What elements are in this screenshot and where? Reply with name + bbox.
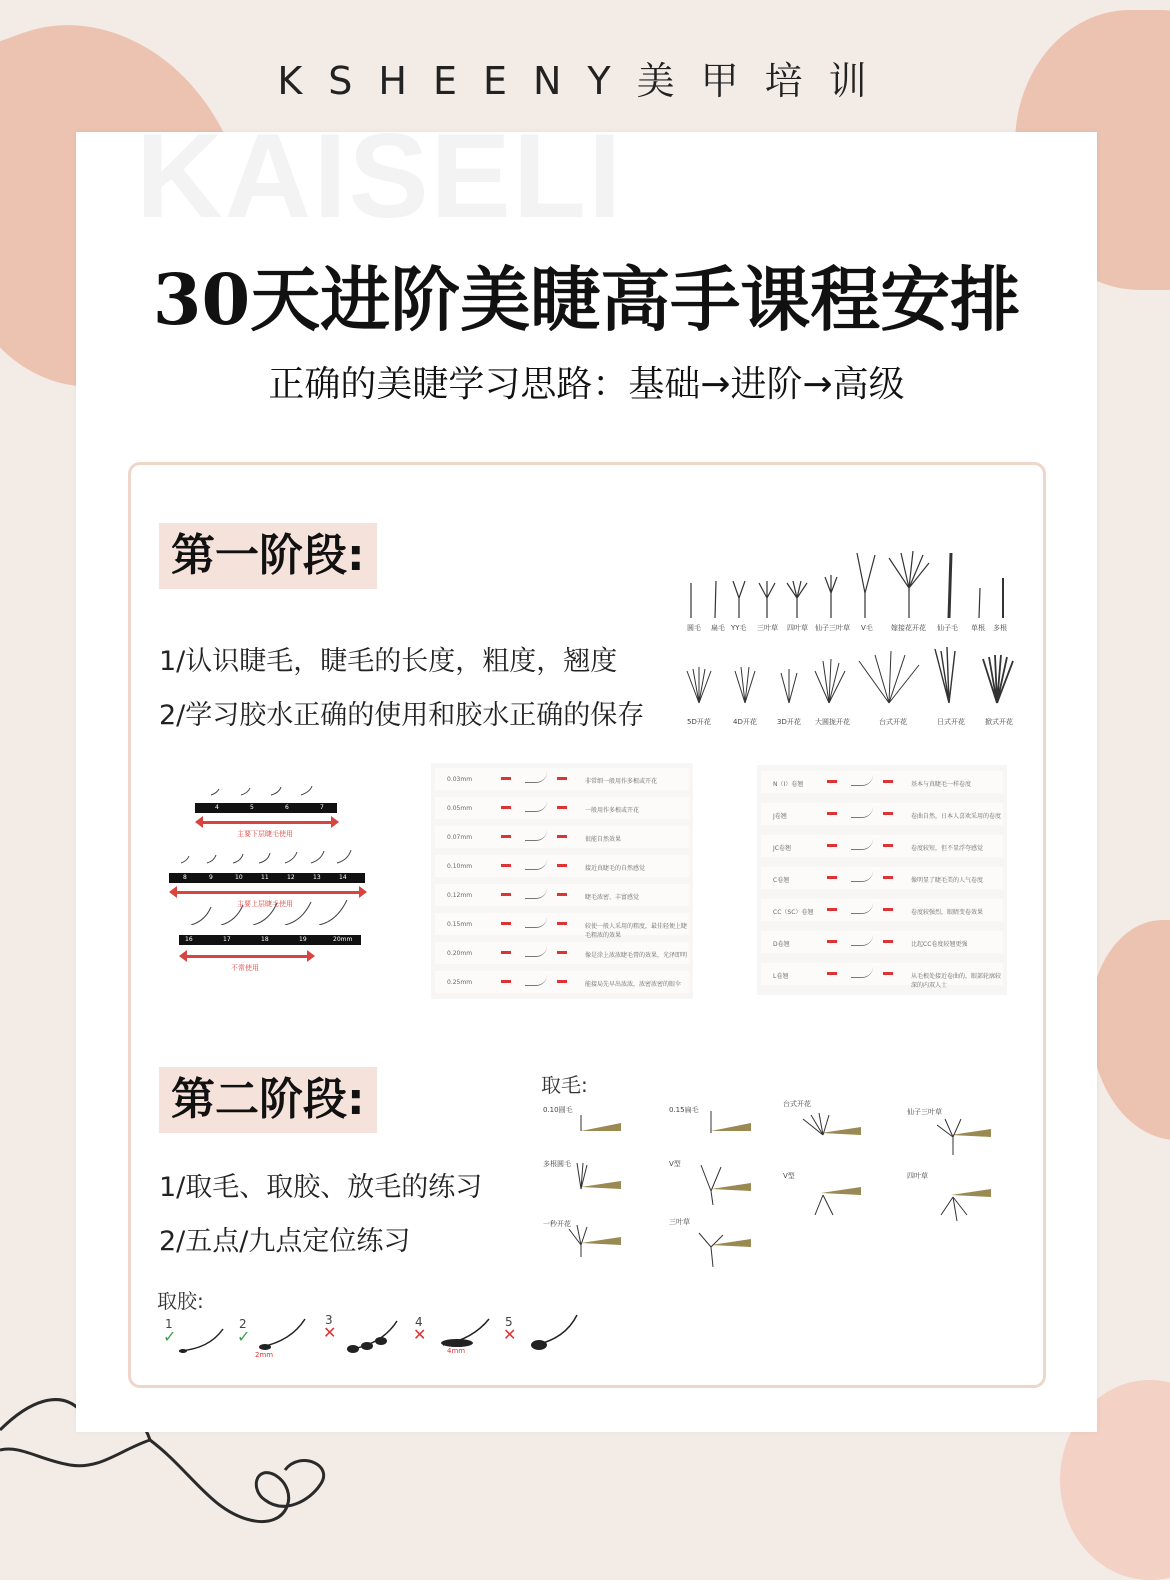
thickness-size: 0.03mm: [447, 776, 473, 783]
curl-desc: 卷曲自然，日本人喜欢采用的卷度: [911, 813, 1002, 820]
take-lash-item-label: 0.15扁毛: [669, 1106, 699, 1114]
content-card: [76, 109, 1097, 1432]
table-row: [435, 942, 689, 964]
table-row: [435, 884, 689, 906]
arrow-icon: [501, 864, 511, 867]
lash-type-row2-label: 5D开花: [687, 718, 711, 726]
ruler-number: 17: [223, 936, 231, 943]
curl-type: N（I）卷翘: [773, 781, 804, 788]
glue-step-number: 2: [239, 1317, 247, 1331]
check-icon: ✓: [163, 1327, 177, 1346]
ruler-number: 13: [313, 874, 321, 881]
arrow-icon: [501, 922, 511, 925]
curl-type: D卷翘: [773, 941, 790, 948]
lash-curve-icon: [525, 975, 547, 986]
stage-two-label: 第二阶段:: [159, 1067, 377, 1133]
ruler-medium-arrow: [175, 891, 361, 894]
table-row: [435, 913, 689, 939]
lash-types-row2-illustration: [679, 641, 1019, 713]
ruler-number: 10: [235, 874, 243, 881]
thickness-desc: 较使一般人采用的粗度，最佳轻便上睫毛粗浓的效果: [585, 923, 688, 939]
lash-type-row1-label: V毛: [861, 624, 873, 632]
lash-thickness-table: [431, 763, 693, 999]
lash-type-row1-label: 四叶草: [787, 624, 808, 632]
curl-type: CC（SC）卷翘: [773, 909, 814, 916]
table-row: [761, 771, 1003, 793]
lash-type-row1-label: 嫁接花开花: [891, 624, 926, 632]
arrow-icon: [557, 777, 567, 780]
curl-type: C卷翘: [773, 877, 790, 884]
take-lash-item-label: 多根圆毛: [543, 1160, 571, 1168]
ruler-short: [195, 803, 337, 813]
arrow-icon: [501, 980, 511, 983]
table-row: [761, 867, 1003, 889]
take-lash-item-label: 台式开花: [783, 1100, 811, 1108]
lash-type-row1-label: 三叶草: [757, 624, 778, 632]
lash-curve-icon: [851, 775, 873, 786]
arrow-icon: [827, 876, 837, 879]
arrow-icon: [827, 908, 837, 911]
lash-curve-icon: [525, 888, 547, 899]
cross-icon: ✕: [323, 1323, 337, 1342]
arrow-icon: [557, 893, 567, 896]
arrow-icon: [557, 951, 567, 954]
table-row: [435, 797, 689, 819]
lash-type-row2-label: 4D开花: [733, 718, 757, 726]
ruler-short-label: 主要下层睫毛使用: [237, 830, 293, 838]
arrow-icon: [557, 806, 567, 809]
table-row: [435, 971, 689, 993]
table-row: [435, 826, 689, 848]
ruler-number: 7: [320, 804, 324, 811]
arrow-icon: [501, 806, 511, 809]
curl-desc: 卷度较强烈，眼睛变卷效果: [911, 909, 984, 916]
stage-one-item-2: 2/学习胶水正确的使用和胶水正确的保存: [159, 700, 645, 731]
ruler-number: 9: [209, 874, 213, 881]
arrow-icon: [883, 940, 893, 943]
take-lash-item-label: 一秒开花: [543, 1220, 571, 1228]
thickness-size: 0.07mm: [447, 834, 473, 841]
curl-type: J卷翘: [773, 813, 787, 820]
table-row: [435, 768, 689, 790]
curl-desc: 从毛根处接近卷曲的，眼部轮廓较深的内双人士: [911, 973, 1002, 989]
thickness-desc: 像是涂上浓浓睫毛膏的效果，光泽即明: [585, 952, 688, 959]
take-lash-label: 取毛:: [541, 1073, 588, 1097]
lash-curve-icon: [851, 839, 873, 850]
lash-curve-icon: [525, 859, 547, 870]
arrow-icon: [827, 940, 837, 943]
lash-type-row1-label: 仙子三叶草: [815, 624, 850, 632]
glue-step-number: 3: [325, 1313, 333, 1327]
arrow-icon: [501, 951, 511, 954]
watermark: KAISELI: [136, 109, 624, 243]
thickness-size: 0.05mm: [447, 805, 473, 812]
curl-desc: 基本与真睫毛一样卷度: [911, 781, 972, 788]
take-lash-grid: [541, 1100, 1011, 1285]
arrow-icon: [557, 922, 567, 925]
ruler-number: 4: [215, 804, 219, 811]
ruler-number: 11: [261, 874, 269, 881]
take-glue-label: 取胶:: [157, 1289, 204, 1313]
stage-one-label: 第一阶段:: [159, 523, 377, 589]
arrow-icon: [557, 980, 567, 983]
cross-icon: ✕: [413, 1325, 427, 1344]
table-row: [435, 855, 689, 877]
page-subtitle: 正确的美睫学习思路：基础→进阶→高级: [268, 364, 905, 405]
arrow-icon: [827, 972, 837, 975]
lash-curve-icon: [851, 903, 873, 914]
lash-type-row1-label: YY毛: [731, 624, 747, 632]
glue-step-number: 5: [505, 1315, 513, 1329]
ruler-long-arrow: [185, 955, 309, 958]
thickness-desc: 睫毛浓密、丰富感觉: [585, 894, 640, 901]
brand-header: KSHEENY美甲培训: [277, 59, 893, 103]
check-icon: ✓: [237, 1327, 251, 1346]
take-glue-steps: [157, 1313, 587, 1363]
lash-curl-table: [757, 765, 1007, 995]
decor-blob-mid-right: [1090, 920, 1170, 1140]
table-row: [761, 835, 1003, 857]
lash-type-row2-label: 大圆拢开花: [815, 718, 850, 726]
thickness-desc: 能接局先早出浓浓，浓密浓密的眼伞: [585, 981, 682, 988]
thickness-size: 0.12mm: [447, 892, 473, 899]
ruler-short-arrow: [201, 821, 333, 824]
curl-type: L卷翘: [773, 973, 789, 980]
ruler-medium: [169, 873, 365, 883]
glue-note: 2mm: [255, 1351, 274, 1359]
arrow-icon: [827, 812, 837, 815]
ruler-number: 6: [285, 804, 289, 811]
take-lash-item-label: 0.10圆毛: [543, 1106, 573, 1114]
ruler-number: 12: [287, 874, 295, 881]
ruler-number: 16: [185, 936, 193, 943]
arrow-icon: [883, 812, 893, 815]
ruler-number: 5: [250, 804, 254, 811]
lash-curve-icon: [525, 801, 547, 812]
take-lash-item-label: 四叶草: [907, 1172, 928, 1180]
lash-curve-icon: [525, 772, 547, 783]
arrow-icon: [883, 972, 893, 975]
lash-length-chart: [161, 775, 371, 985]
glue-note: 4mm: [447, 1347, 466, 1355]
ruler-number: 20mm: [333, 936, 353, 943]
arrow-icon: [883, 876, 893, 879]
ruler-number: 19: [299, 936, 307, 943]
lash-type-row2-label: 掀式开花: [985, 718, 1013, 726]
arrow-icon: [501, 835, 511, 838]
arrow-icon: [827, 844, 837, 847]
ruler-number: 14: [339, 874, 347, 881]
table-row: [761, 963, 1003, 989]
table-row: [761, 899, 1003, 921]
lash-type-row1-label: 多根: [993, 624, 1007, 632]
lash-type-row1-label: 单根: [971, 624, 985, 632]
thickness-size: 0.20mm: [447, 950, 473, 957]
lash-type-row1-label: 扁毛: [711, 624, 725, 632]
table-row: [761, 931, 1003, 953]
page-title: 30天进阶美睫高手课程安排: [152, 258, 1021, 341]
lash-curve-icon: [525, 917, 547, 928]
arrow-icon: [501, 777, 511, 780]
curl-desc: 像明显了睫毛美的人气卷度: [911, 877, 984, 884]
arrow-icon: [557, 835, 567, 838]
arrow-icon: [883, 844, 893, 847]
arrow-icon: [883, 908, 893, 911]
stage-one-item-1: 1/认识睫毛，睫毛的长度，粗度，翘度: [159, 646, 618, 677]
thickness-size: 0.25mm: [447, 979, 473, 986]
arrow-icon: [827, 780, 837, 783]
glue-drop-illustrations: [157, 1313, 587, 1363]
glue-step-number: 4: [415, 1315, 423, 1329]
lash-curve-icon: [525, 946, 547, 957]
ruler-long: [179, 935, 361, 945]
thickness-desc: 非常细一般用作多根或开花: [585, 778, 658, 785]
thickness-desc: 接近真睫毛的自然感觉: [585, 865, 646, 872]
arrow-icon: [501, 893, 511, 896]
cross-icon: ✕: [503, 1325, 517, 1344]
curl-desc: 比起CC卷度较翘更强: [911, 941, 968, 948]
curl-desc: 卷度较短，但不显浮夸感觉: [911, 845, 984, 852]
lash-curve-icon: [851, 871, 873, 882]
lash-type-row2-label: 3D开花: [777, 718, 801, 726]
lash-type-row1-label: 圆毛: [687, 624, 701, 632]
lash-type-row1-label: 仙子毛: [937, 624, 958, 632]
lash-type-row2-label: 台式开花: [879, 718, 907, 726]
lash-curve-icon: [851, 935, 873, 946]
lash-types-row1-illustration: [679, 543, 1019, 633]
stage-two-item-2: 2/五点/九点定位练习: [159, 1226, 411, 1257]
lash-curve-icon: [851, 807, 873, 818]
lash-curve-icon: [525, 830, 547, 841]
tweezers-illustrations: [541, 1105, 1011, 1285]
lash-curve-icon: [851, 967, 873, 978]
thickness-desc: 一般用作多根或开花: [585, 807, 640, 814]
ruler-number: 8: [183, 874, 187, 881]
arrow-icon: [557, 864, 567, 867]
stage-two-item-1: 1/取毛、取胶、放毛的练习: [159, 1172, 483, 1203]
course-panel: [128, 462, 1046, 1388]
lash-type-row2-label: 日式开花: [937, 718, 965, 726]
thickness-size: 0.15mm: [447, 921, 473, 928]
take-lash-item-label: V型: [669, 1160, 681, 1168]
thickness-desc: 很能自然效果: [585, 836, 622, 843]
glue-step-number: 1: [165, 1317, 173, 1331]
ruler-number: 18: [261, 936, 269, 943]
take-lash-item-label: 仙子三叶草: [907, 1108, 942, 1116]
thickness-size: 0.10mm: [447, 863, 473, 870]
take-lash-item-label: 三叶草: [669, 1218, 690, 1226]
ruler-medium-label: 主要上层睫毛使用: [237, 900, 293, 908]
arrow-icon: [883, 780, 893, 783]
ruler-long-label: 不常使用: [231, 964, 259, 972]
curl-type: JC卷翘: [773, 845, 791, 852]
table-row: [761, 803, 1003, 825]
take-lash-item-label: V型: [783, 1172, 795, 1180]
